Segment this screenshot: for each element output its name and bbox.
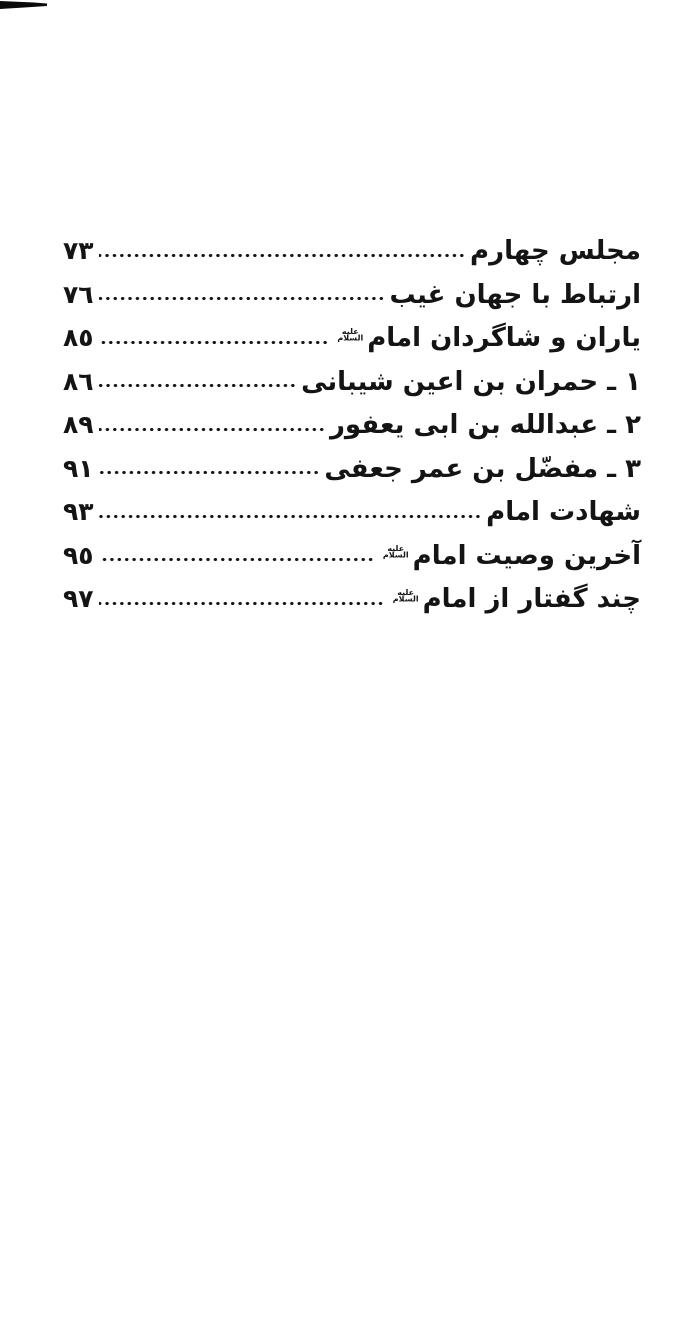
dot-leader [99,597,384,607]
scan-artifact [0,1,47,9]
honorific-line2: السلام [382,551,409,560]
dot-leader [99,554,374,564]
honorific-line2: السلام [392,594,419,604]
toc-entry-title: یاران و شاگردان امام [367,323,641,353]
toc-entry-page-number: ٨٦ [63,366,94,396]
toc-entry-page-number: ٩١ [63,453,94,483]
toc-entry-title: مجلس چهارم [470,236,641,266]
toc-entry-page-number: ٧٣ [63,236,94,265]
toc-entry [63,577,641,621]
toc-entry [63,273,641,317]
dot-leader [99,380,297,390]
toc-entry-page-number: ٩٣ [63,497,94,526]
honorific-line2: السلام [337,333,364,343]
dot-leader [99,510,482,520]
toc-entry-page-number: ٨٩ [63,410,94,439]
toc-entry [63,447,641,491]
dot-leader [99,423,325,433]
toc-entry-page-number: ٨٥ [63,323,94,352]
toc-entry [63,229,641,273]
alayhis-salam-icon [393,589,419,602]
alayhis-salam-icon [337,328,363,341]
honorific-line1: علیه [387,544,405,554]
dot-leader [99,336,329,346]
toc-entry-page-number: ٩٥ [63,540,94,570]
toc-entry [63,316,641,360]
toc-entry [63,490,641,534]
dot-leader [99,467,320,477]
toc-entry-title: ارتباط با جهان غیب [389,279,641,310]
toc-entry-page-number: ٩٧ [63,584,94,613]
dot-leader [99,293,385,303]
toc-entry [63,360,641,404]
toc-entry [63,534,641,578]
toc-entry-title: شهادت امام [486,497,641,527]
dot-leader [99,249,466,259]
toc-entry [63,403,641,447]
table-of-contents [63,229,641,621]
alayhis-salam-icon [383,546,409,559]
honorific-line1: علیه [397,588,415,597]
honorific-line1: علیه [341,327,359,336]
toc-entry-title: ۳ ـ مفضّل بن عمر جعفی [324,453,641,484]
toc-entry-title: ۱ ـ حمران بن اعین شیبانی [301,366,641,397]
toc-entry-title: ۲ ـ عبدالله بن ابی یعفور [329,410,641,440]
toc-entry-title: چند گفتار از امام [422,584,641,614]
toc-entry-title: آخرین وصیت امام [412,540,641,571]
toc-entry-page-number: ٧٦ [63,279,94,309]
